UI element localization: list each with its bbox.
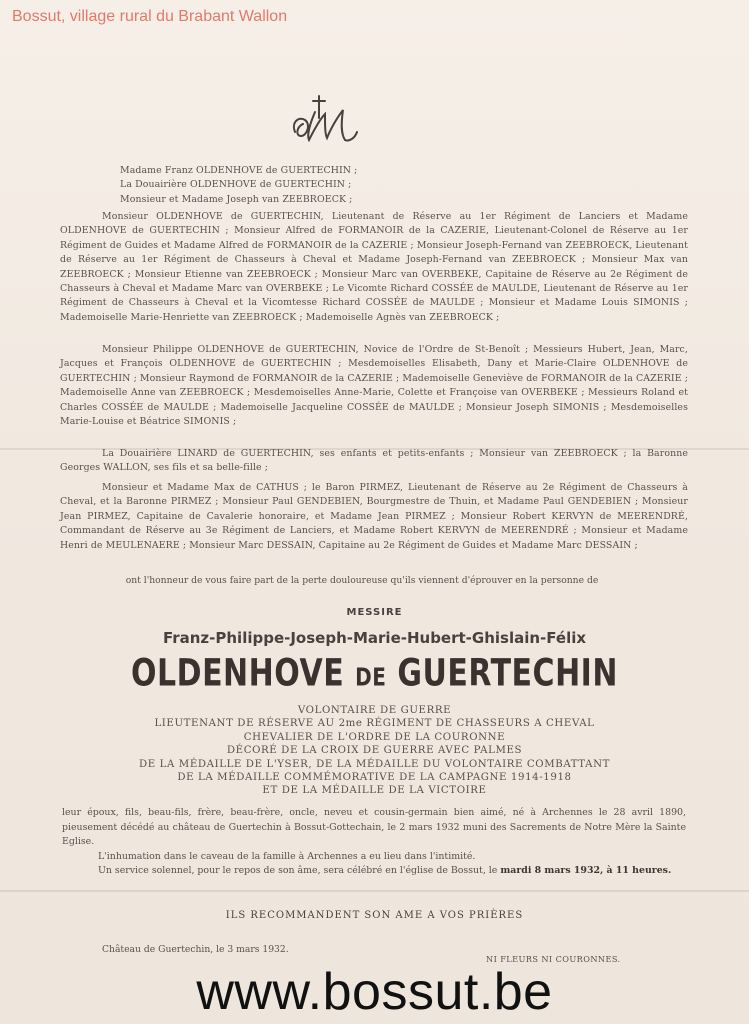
family-block-4 [60,447,688,476]
family-paragraph: Monsieur et Madame Max de CATHUS ; le Baron PIRMEZ, Lieutenant de Réserve au 2e Régiment de Chasseurs à Cheval, et la Baronne PIRMEZ ; Monsieur Paul GENDEBIEN, Bourgmestre de Thuin, et Madame Paul GENDEBIEN ; Monsieur Jean PIRMEZ, Capitaine de Cavalerie honoraire, et Madame Jean PIRMEZ ; Monsieur Robert KERVYN de MEERENDRÉ, Commandant de Réserve au 3e Régiment de Lanciers, et Madame Robert KERVYN de MEERENDRÉ ; Monsieur et Madame Henri de MEULENAERE ; Monsieur Marc DESSAIN, Capitaine au 2e Régiment de Guides et Madame Marc DESSAIN ; [60,482,688,551]
no-flowers-note: NI FLEURS NI COURONNES. [486,954,621,964]
honorific: MESSIRE [346,607,403,618]
death-notice [62,806,686,879]
service-paragraph [62,864,686,879]
title-line: DÉCORÉ DE LA CROIX DE GUERRE AVEC PALMES [226,745,523,757]
family-block-5 [60,481,688,553]
family-block-2 [60,210,688,325]
deceased-titles [0,704,749,798]
family-line: Monsieur et Madame Joseph van ZEEBROECK ; [120,193,353,205]
family-paragraph: Monsieur Philippe OLDENHOVE de GUERTECHIN, Novice de l'Ordre de St-Benoît ; Messieurs Hubert, Jean, Marc, Jacques et François OLDENHOVE de GUERTECHIN ; Mesdemoiselles Elisabeth, Dany et Marie-Claire OLDENHOVE de GUERTECHIN ; Monsieur Raymond de FORMANOIR de la CAZERIE ; Mademoiselle Geneviève de FORMANOIR de la CAZERIE ; Mademoiselle Anne van ZEEBROECK ; Mesdemoiselles Anne-Marie, Colette et Françoise van OVERBEKE ; Messieurs Roland et Charles COSSÉE de MAULDE ; Mademoiselle Jacqueline COSSÉE de MAULDE ; Monsieur Joseph SIMONIS ; Mesdemoiselles Marie-Louise et Béatrice SIMONIS ; [60,344,688,428]
surname-part-1: OLDENHOVE [131,651,345,696]
title-line: DE LA MÉDAILLE DE L'YSER, DE LA MÉDAILLE DU VOLONTAIRE COMBATTANT [138,758,611,770]
family-line: La Douairière OLDENHOVE de GUERTECHIN ; [120,179,352,191]
family-paragraph: Monsieur OLDENHOVE de GUERTECHIN, Lieutenant de Réserve au 1er Régiment de Lanciers et Madame OLDENHOVE de GUERTECHIN ; Monsieur Alfred de FORMANOIR de la CAZERIE, Lieutenant-Colonel de Réserve au 1er Régiment de Guides et Madame Alfred de FORMANOIR de la CAZERIE ; Monsieur Joseph-Fernand van ZEEBROECK, Lieutenant de Réserve au 1er Régiment de Chasseurs à Cheval et Madame Joseph-Fernand van ZEEBROECK ; Monsieur Max van ZEEBROECK ; Monsieur Etienne van ZEEBROECK ; Monsieur Marc van OVERBEKE, Capitaine de Réserve au 2e Régiment de Chasseurs à Cheval et Madame Marc van OVERBEKE ; Le Vicomte Richard COSSÉE de MAULDE, Lieutenant de Réserve au 1er Régiment de Chasseurs à Cheval et la Vicomtesse Richard COSSÉE de MAULDE ; Monsieur et Madame Louis SIMONIS ; Mademoiselle Marie-Henriette van ZEEBROECK ; Mademoiselle Agnès van ZEEBROECK ; [60,211,688,323]
death-paragraph: leur époux, fils, beau-fils, frère, beau-frère, oncle, neveu et cousin-germain bien aimé, né à Archennes le 28 avril 1890, pieusement décédé au château de Guertechin à Bossut-Gottechain, le 2 mars 1932 muni des Sacrements de Notre Mère la Sainte Eglise. [62,807,686,847]
prayer-recommendation: ILS RECOMMANDENT SON AME A VOS PRIÈRES [225,910,524,921]
deceased-forenames: Franz-Philippe-Joseph-Marie-Hubert-Ghislain-Félix [162,629,587,647]
title-line: DE LA MÉDAILLE COMMÉMORATIVE DE LA CAMPAGNE 1914-1918 [177,772,572,784]
watermark-url: www.bossut.be [196,963,553,1021]
family-line: Madame Franz OLDENHOVE de GUERTECHIN ; [120,165,358,176]
surname-part-2: GUERTECHIN [397,651,618,696]
title-line: CHEVALIER DE L'ORDRE DE LA COURONNE [243,731,506,743]
service-text: Un service solennel, pour le repos de son âme, sera célébré en l'église de Bossut, le [98,865,498,876]
monogram-icon [285,92,365,152]
family-block-3 [60,343,688,429]
mourning-line: ont l'honneur de vous faire part de la perte douloureuse qu'ils viennent d'éprouver en la personne de [125,575,599,586]
surname-particle: DE [355,661,387,692]
service-date: mardi 8 mars 1932, à 11 heures. [500,865,672,876]
site-title: Bossut, village rural du Brabant Wallon [12,8,288,25]
family-paragraph: La Douairière LINARD de GUERTECHIN, ses enfants et petits-enfants ; Monsieur van ZEEBROECK ; la Baronne Georges WALLON, ses fils et sa belle-fille ; [60,448,688,474]
family-block-1 [60,164,688,207]
place-and-date: Château de Guertechin, le 3 mars 1932. [102,944,289,955]
title-line: VOLONTAIRE DE GUERRE [297,705,452,716]
burial-paragraph: L'inhumation dans le caveau de la famille à Archennes a eu lieu dans l'intimité. [98,850,476,862]
title-line: LIEUTENANT DE RÉSERVE AU 2me RÉGIMENT DE CHASSEURS A CHEVAL [154,718,595,730]
title-line: ET DE LA MÉDAILLE DE LA VICTOIRE [262,785,487,797]
deceased-surname [0,652,749,696]
fold-line [0,890,749,892]
